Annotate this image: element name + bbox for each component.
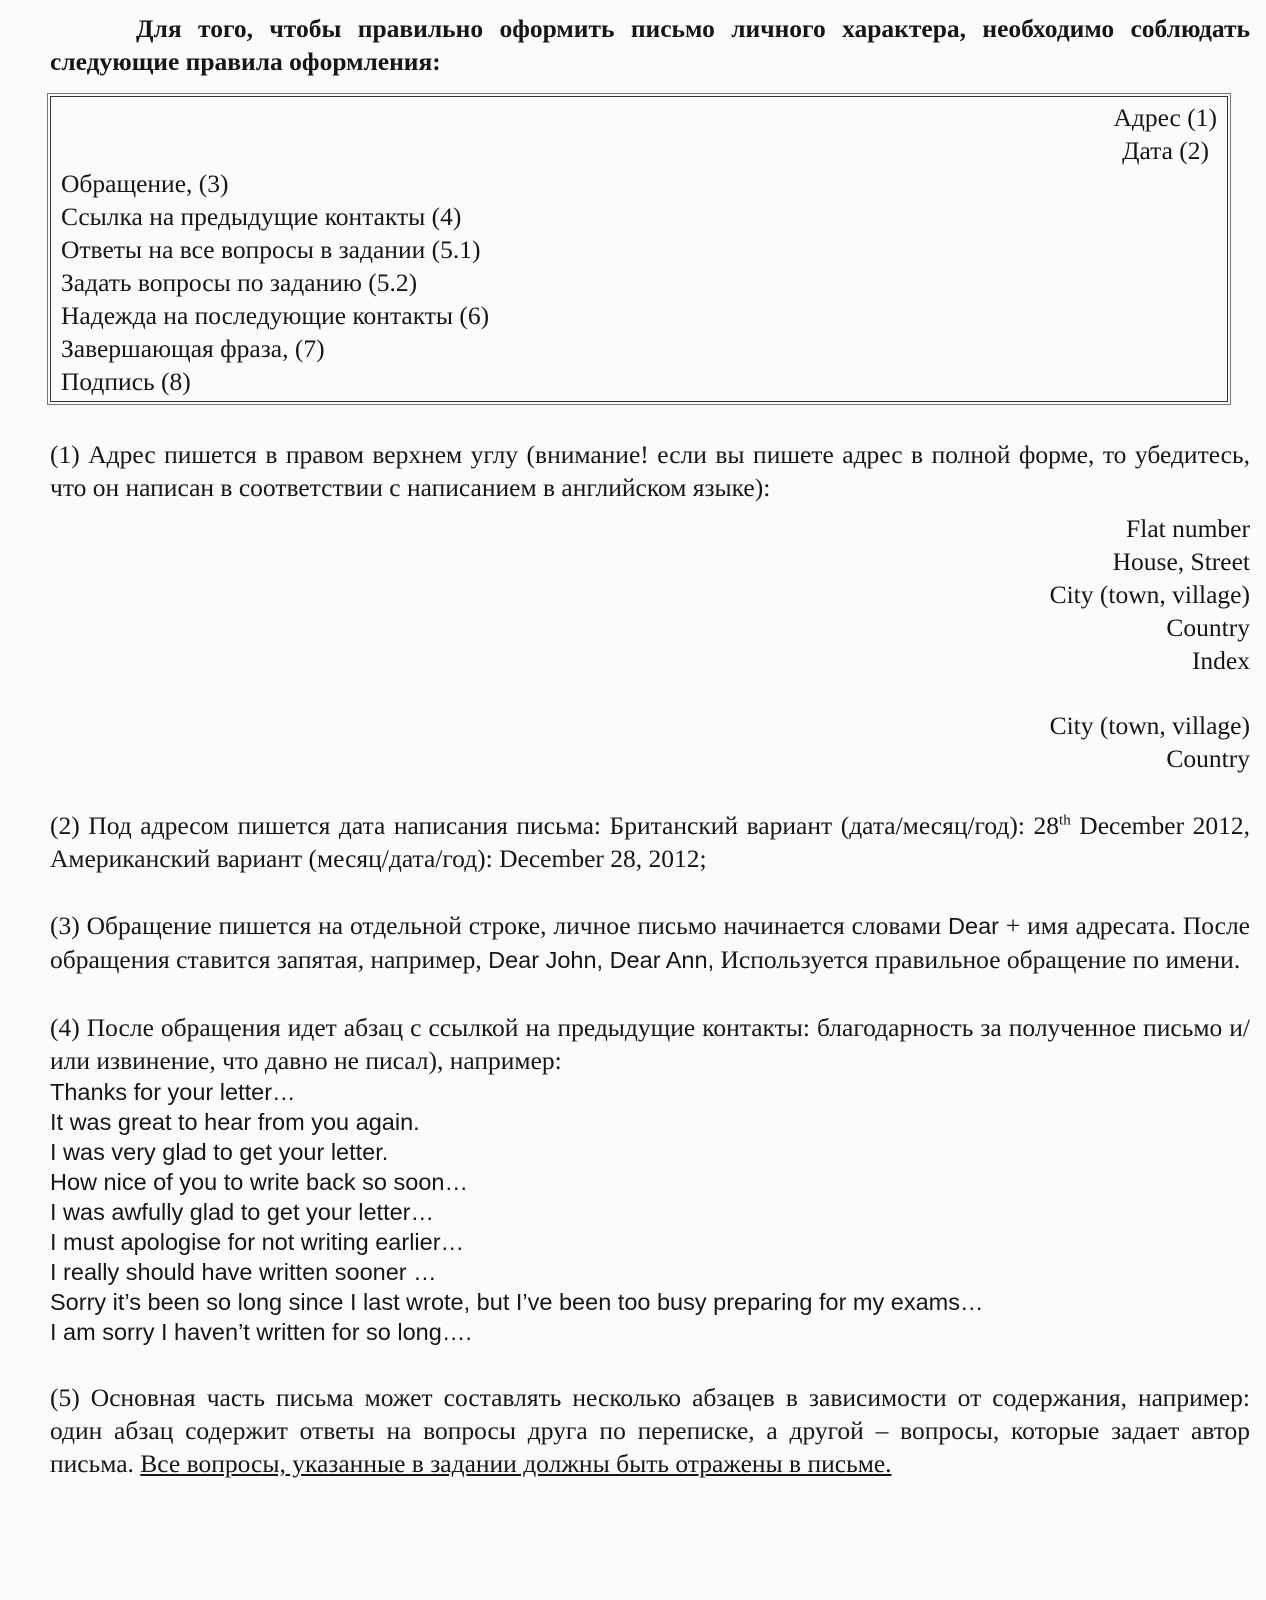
list-item: It was great to hear from you again. [50,1109,420,1135]
address-line: Index [1191,646,1250,675]
section-2-text-b: December 2012, Американский вариант (месяц/дата/год): December 28, 2012; [50,811,1251,873]
address-line: House, Street [1112,547,1250,576]
list-item: I really should have written sooner … [50,1259,437,1285]
box-item: Ссылка на предыдущие контакты (4) [61,202,462,231]
intro-paragraph: Для того, чтобы правильно оформить письмо личного характера, необходимо соблюдать следующие правила оформления: [50,14,1250,76]
document-page [50,12,1250,1480]
box-date-label: Дата (2) [1122,136,1209,165]
section-1-text: (1) Адрес пишется в правом верхнем углу (внимание! если вы пишете адрес в полной форме, то убедитесь, что он написан в соответствии с написанием в английском языке): [50,440,1250,502]
box-right-items [61,101,1217,167]
full-address-example [50,512,1250,775]
section-2-text-a: (2) Под адресом пишется дата написания письма: Британский вариант (дата/месяц/год): 28 [50,811,1060,840]
list-item: I was very glad to get your letter. [50,1139,389,1165]
box-item: Задать вопросы по заданию (5.2) [61,268,418,297]
box-address-label: Адрес (1) [1113,103,1217,132]
box-item: Обращение, (3) [61,169,229,198]
list-item: Sorry it’s been so long since I last wrote, but I’ve been too busy preparing for my exams… [50,1289,984,1315]
list-item: How nice of you to write back so soon… [50,1169,468,1195]
list-item: I was awfully glad to get your letter… [50,1199,435,1225]
list-item: Thanks for your letter… [50,1079,296,1105]
section-3-examples: Dear John, Dear Ann, [488,947,715,973]
section-3 [50,909,1250,977]
box-item: Подпись (8) [61,367,191,396]
box-item-list [61,167,1217,398]
section-2-text [50,809,1250,875]
list-item: I must apologise for not writing earlier… [50,1229,465,1255]
box-item: Завершающая фраза, (7) [61,334,325,363]
box-item: Надежда на последующие контакты (6) [61,301,490,330]
address-line: Country [1166,613,1250,642]
section-3-part: + имя адресата. После обращения ставится запятая, например, [50,911,1250,974]
list-item: I am sorry I haven’t written for so long…. [50,1319,472,1345]
section-4 [50,1011,1250,1347]
letter-structure-box [50,96,1228,402]
section-3-part: Используется правильное обращение по имени. [714,945,1241,974]
opening-phrases-list [50,1077,1250,1347]
section-4-text: (4) После обращения идет абзац с ссылкой на предыдущие контакты: благодарность за полученное письмо и/или извинение, что давно не писал), например: [50,1013,1250,1075]
section-5-text [50,1381,1250,1480]
address-line: Flat number [1126,514,1250,543]
section-3-text [50,909,1250,977]
section-1 [50,438,1250,775]
address-line: Country [1166,744,1250,773]
address-line: City (town, village) [1049,711,1250,740]
section-5 [50,1381,1250,1480]
section-3-dear: Dear [948,913,999,939]
box-item: Ответы на все вопросы в задании (5.1) [61,235,481,264]
section-3-part: (3) Обращение пишется на отдельной строке, личное письмо начинается словами [50,911,949,940]
section-2 [50,809,1250,875]
ordinal-suffix: th [1059,812,1071,829]
section-5-part: (5) Основная часть письма может составлять несколько абзацев в зависимости от содержания, например: один абзац содержит ответы на вопросы друга по переписке, а другой – вопросы, которые задает автор письма. [50,1383,1250,1478]
address-line: City (town, village) [1049,580,1250,609]
section-5-underlined: Все вопросы, указанные в задании должны быть отражены в письме. [140,1449,892,1478]
